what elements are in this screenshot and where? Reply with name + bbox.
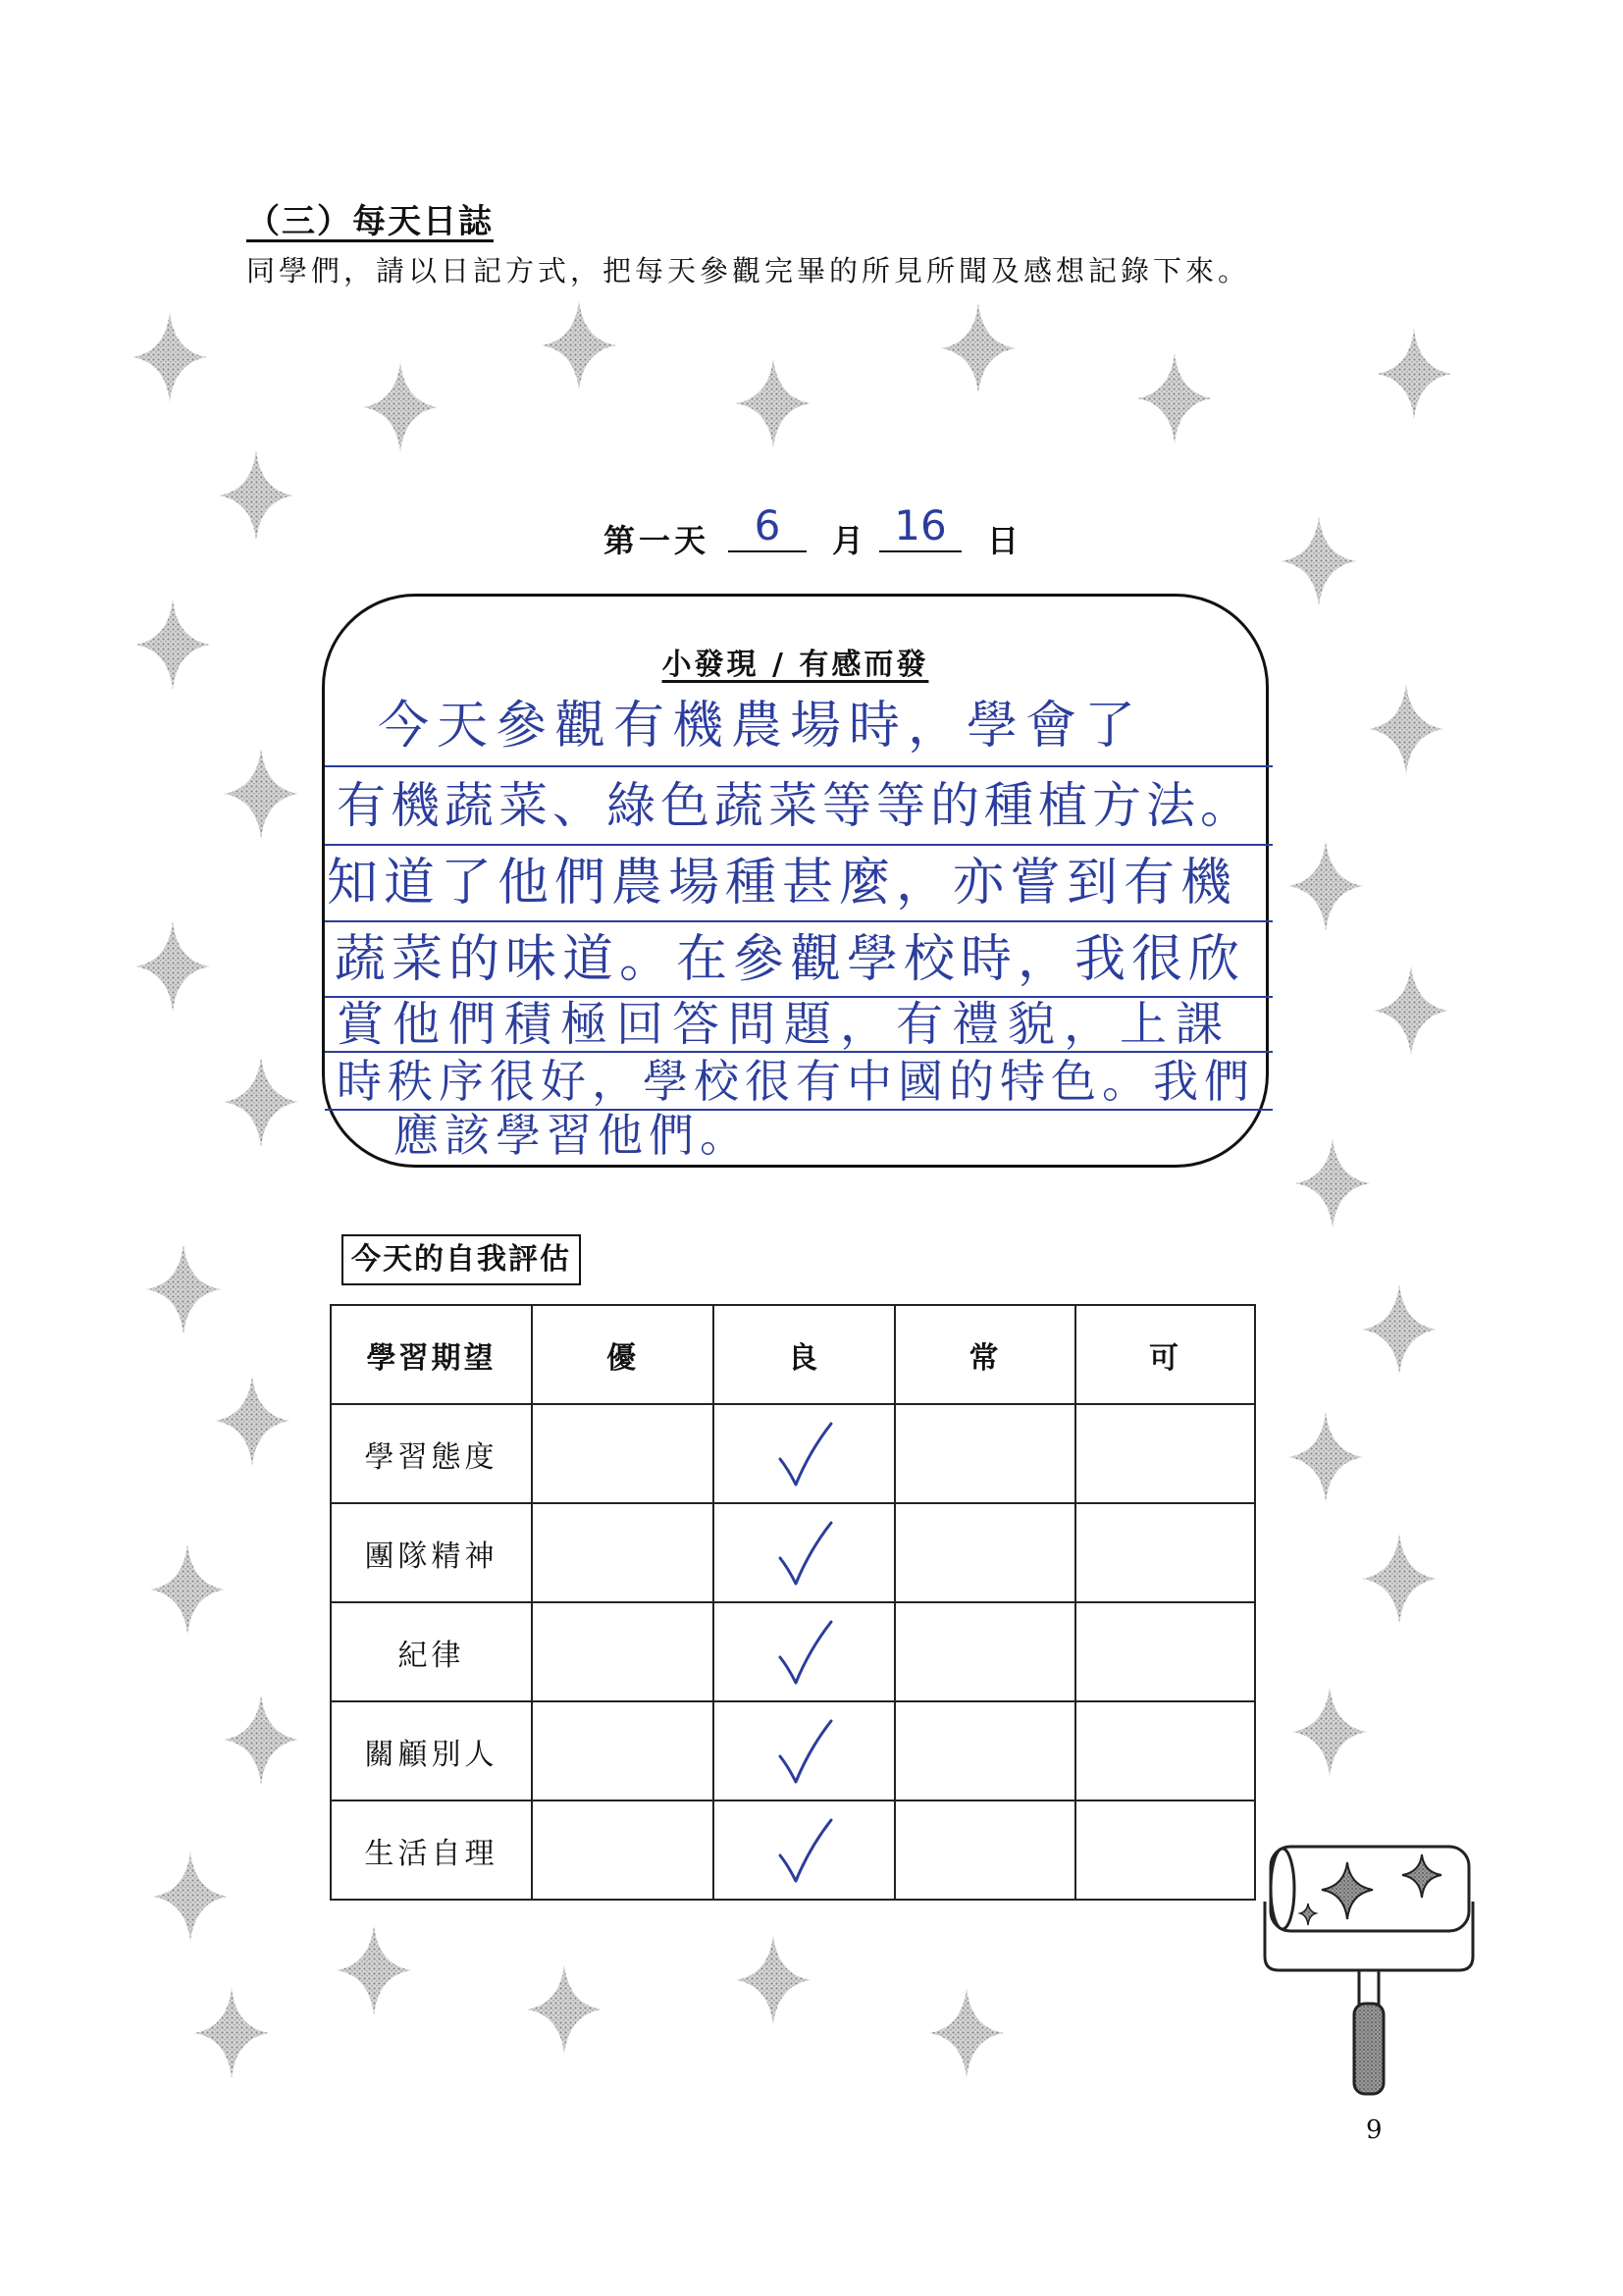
rating-cell [895,1503,1075,1602]
checkmark-stroke [780,1622,831,1683]
checkmark-icon [775,1420,834,1488]
journal-line: 有機蔬菜、綠色蔬菜等等的種植方法。 [325,767,1273,846]
checkmark-stroke [780,1424,831,1485]
roller-neck [1359,1970,1379,2006]
journal-box [322,594,1269,1168]
rating-cell [1075,1602,1255,1701]
self-evaluation-label: 今天的自我評估 [341,1234,581,1285]
star-decoration [224,749,298,839]
table-row [331,1503,1255,1602]
rating-cell [895,1602,1075,1701]
row-item-label: 紀律 [331,1602,532,1701]
star-decoration [135,921,210,1012]
star-decoration [1295,1138,1370,1228]
table-row [331,1800,1255,1900]
rating-cell [532,1602,713,1701]
rating-cell [1075,1800,1255,1900]
row-item-label: 學習態度 [331,1404,532,1503]
journal-line: 今天參觀有機農場時，學會了 [325,687,1273,767]
checkmark-stroke [780,1721,831,1782]
star-decoration [194,1988,269,2078]
row-item-label: 團隊精神 [331,1503,532,1602]
day-label: 第一天 [603,522,710,559]
header-average: 常 [895,1305,1075,1404]
star-decoration [1369,684,1443,774]
journal-title-text: 小發現 / 有感而發 [661,648,929,682]
rating-cell [532,1800,713,1900]
checkmark-icon [775,1717,834,1786]
journal-line: 賞他們積極回答問題，有禮貌，上課 [325,998,1273,1053]
instruction-text: 同學們，請以日記方式，把每天參觀完畢的所見所聞及感想記錄下來。 [246,254,1251,287]
star-decoration [363,362,438,452]
star-decoration [219,450,293,541]
journal-line: 時秩序很好，學校很有中國的特色。我們 [325,1053,1273,1111]
roller-handle [1354,2004,1384,2094]
rating-cell [895,1701,1075,1800]
journal-line: 應該學習他們。 [393,1109,751,1162]
star-decoration [153,1852,228,1942]
star-decoration [736,1935,811,2025]
rating-cell [713,1602,895,1701]
star-decoration [1362,1534,1437,1624]
rating-cell [532,1404,713,1503]
rating-cell [1075,1503,1255,1602]
checkmark-icon [775,1618,834,1687]
star-decoration [1288,841,1363,931]
rating-cell [713,1800,895,1900]
star-decoration [1288,1412,1363,1502]
rating-cell [1075,1701,1255,1800]
month-unit: 月 [832,522,868,559]
star-decoration [929,1988,1004,2078]
checkmark-stroke [780,1523,831,1584]
star-decoration [215,1376,289,1466]
rating-cell [1075,1404,1255,1503]
section-heading: （三）每天日誌 [246,202,494,241]
header-good: 良 [713,1305,895,1404]
self-evaluation-table [330,1304,1256,1901]
star-decoration [1282,516,1356,606]
day-field: 16 [879,503,962,552]
star-decoration [527,1964,602,2055]
star-decoration [736,358,811,448]
star-decoration [224,1057,298,1147]
rating-cell [532,1701,713,1800]
checkmark-icon [775,1519,834,1588]
row-item-label: 關顧別人 [331,1701,532,1800]
star-decoration [542,300,616,391]
star-decoration [941,303,1016,393]
row-item-label: 生活自理 [331,1800,532,1900]
rating-cell [713,1404,895,1503]
table-row [331,1602,1255,1701]
rating-cell [532,1503,713,1602]
header-learning-expectation: 學習期望 [331,1305,532,1404]
rating-cell [895,1404,1075,1503]
page-number: 9 [1366,2115,1383,2145]
checkmark-icon [775,1816,834,1885]
table-header-row [331,1305,1255,1404]
checkmark-stroke [780,1820,831,1881]
rating-cell [895,1800,1075,1900]
star-decoration [132,312,207,402]
paint-roller-illustration [1257,1841,1483,2098]
star-decoration [1137,353,1212,444]
header-fair: 可 [1075,1305,1255,1404]
star-decoration [1374,965,1448,1056]
star-decoration [337,1925,411,2015]
table-row [331,1701,1255,1800]
star-decoration [1292,1687,1367,1777]
star-decoration [1362,1284,1437,1375]
star-decoration [135,600,210,690]
rating-cell [713,1503,895,1602]
star-decoration [1377,329,1451,419]
star-decoration [150,1544,225,1635]
star-decoration [146,1244,221,1334]
journal-title [325,640,1266,683]
header-excellent: 優 [532,1305,713,1404]
table-row [331,1404,1255,1503]
month-field: 6 [728,503,807,552]
rating-cell [713,1701,895,1800]
day-unit: 日 [987,522,1023,559]
star-decoration [224,1695,298,1785]
journal-line: 蔬菜的味道。在參觀學校時，我很欣 [325,922,1273,998]
journal-line: 知道了他們農場種甚麼，亦嘗到有機 [325,846,1273,922]
roller-end-cap [1271,1849,1294,1929]
